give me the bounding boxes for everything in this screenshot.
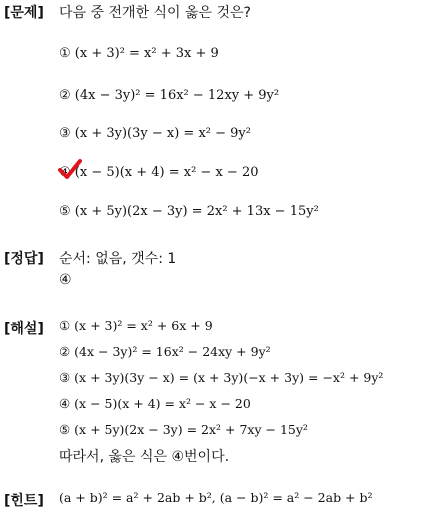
choice-3[interactable]: ③ (x + 3y)(3y − x) = x² − 9y² <box>59 126 251 141</box>
question-text: 다음 중 전개한 식이 옳은 것은? <box>59 5 251 21</box>
explanation-line-3: ③ (x + 3y)(3y − x) = (x + 3y)(−x + 3y) = −x² + 9y² <box>59 370 384 385</box>
explanation-conclusion: 따라서, 옳은 식은 ④번이다. <box>59 449 230 465</box>
answer-order-count: 순서: 없음, 갯수: 1 <box>59 251 177 267</box>
answer-tag: [정답] <box>4 251 44 267</box>
answer-value: ④ <box>59 272 72 288</box>
problem-tag: [문제] <box>4 5 44 21</box>
red-checkmark-icon <box>58 158 82 180</box>
explanation-line-1: ① (x + 3)² = x² + 6x + 9 <box>59 318 213 333</box>
choice-5[interactable]: ⑤ (x + 5y)(2x − 3y) = 2x² + 13x − 15y² <box>59 204 319 219</box>
choice-4[interactable]: ④ (x − 5)(x + 4) = x² − x − 20 <box>59 165 259 180</box>
explanation-line-2: ② (4x − 3y)² = 16x² − 24xy + 9y² <box>59 344 271 359</box>
hint-tag: [힌트] <box>4 493 44 509</box>
choice-1[interactable]: ① (x + 3)² = x² + 3x + 9 <box>59 46 219 61</box>
choice-2[interactable]: ② (4x − 3y)² = 16x² − 12xy + 9y² <box>59 88 280 103</box>
hint-text: (a + b)² = a² + 2ab + b², (a − b)² = a² − 2ab + b² <box>59 490 373 505</box>
explanation-line-4: ④ (x − 5)(x + 4) = x² − x − 20 <box>59 396 251 411</box>
explanation-tag: [해설] <box>4 321 44 337</box>
explanation-line-5: ⑤ (x + 5y)(2x − 3y) = 2x² + 7xy − 15y² <box>59 422 308 437</box>
